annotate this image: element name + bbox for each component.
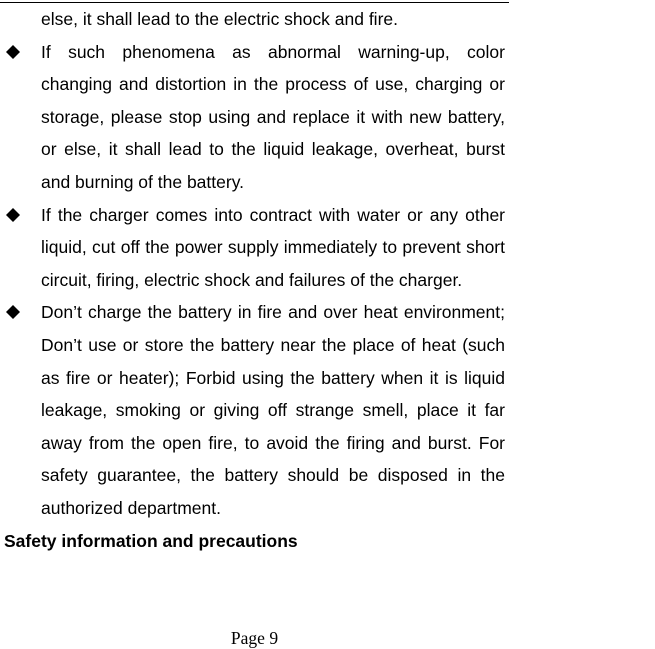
diamond-bullet-icon bbox=[6, 45, 20, 59]
document-body bbox=[0, 3, 509, 557]
bullet-text: If such phenomena as abnormal warning-up, color changing and distortion in the process of use, charging or storage, please stop using and replace it with new battery, or else, it shall lead to the liquid leakage, overheat, burst and burning of the battery. bbox=[41, 41, 505, 192]
bullet-text: If the charger comes into contract with water or any other liquid, cut off the power supply immediately to prevent short circuit, firing, electric shock and failures of the charger. bbox=[41, 204, 505, 290]
diamond-bullet-icon bbox=[6, 208, 20, 222]
bullet-item bbox=[0, 296, 505, 524]
section-heading: Safety information and precautions bbox=[4, 530, 298, 551]
diamond-bullet-icon bbox=[6, 305, 20, 319]
bullet-item bbox=[0, 199, 505, 297]
continuation-text: else, it shall lead to the electric shock and fire. bbox=[41, 9, 398, 29]
page-number: Page 9 bbox=[230, 628, 279, 648]
bullet-text: Don’t charge the battery in fire and over heat environment; Don’t use or store the battery near the place of heat (such as fire or heater); Forbid using the battery when it is liquid leakage, smoking or giving off strange smell, place it far away from the open fire, to avoid the firing and burst. For safety guarantee, the battery should be disposed in the authorized department. bbox=[41, 302, 505, 518]
bullet-item bbox=[0, 36, 505, 199]
